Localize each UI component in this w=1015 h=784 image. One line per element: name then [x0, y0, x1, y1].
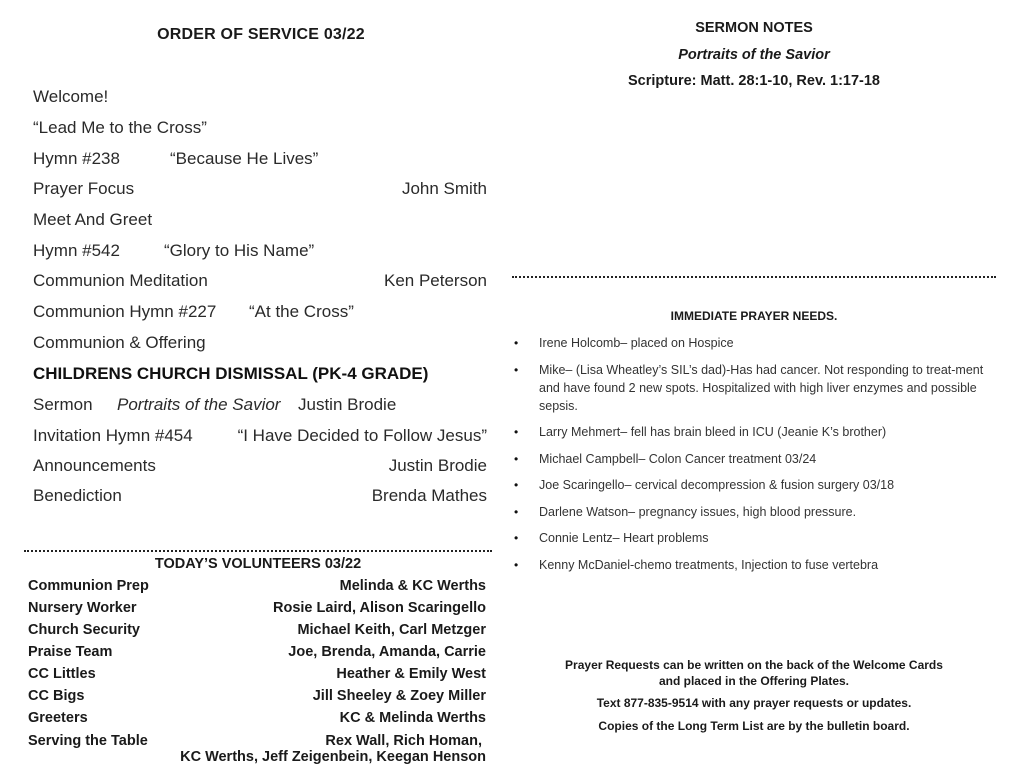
service-item-communion-offering [33, 333, 487, 353]
service-item-childrens-dismissal [33, 364, 487, 384]
service-item-leader: Ken Peterson [383, 271, 487, 290]
volunteer-role: Praise Team [28, 644, 113, 660]
volunteer-names: Michael Keith, Carl Metzger [297, 622, 486, 638]
volunteer-row [28, 578, 486, 594]
service-item-announcements [33, 456, 487, 476]
sermon-notes-title: SERMON NOTES [695, 20, 813, 36]
order-of-service-title: ORDER OF SERVICE 03/22 [157, 26, 365, 43]
bullet-icon: • [514, 531, 519, 545]
list-item [514, 476, 992, 494]
service-item-label: Announcements [33, 456, 156, 475]
service-item-communion-hymn [33, 302, 487, 322]
volunteers-title: TODAY’S VOLUNTEERS 03/22 [154, 556, 362, 572]
service-item-leader: Justin Brodie [388, 456, 487, 475]
prayer-need-text: Larry Mehmert– fell has brain bleed in ICU (Jeanie K’s brother) [539, 425, 887, 439]
bullet-icon: • [514, 478, 519, 492]
sermon-notes-subtitle: Portraits of the Savior [678, 47, 830, 63]
service-item-label: Communion Meditation [33, 271, 208, 290]
prayer-request-note: Prayer Requests can be written on the back of the Welcome Cards and placed in the Offering Plates. [565, 658, 943, 688]
service-item-label: Hymn #238 [33, 149, 120, 168]
volunteer-role: Greeters [28, 710, 88, 726]
volunteer-row [28, 666, 486, 682]
service-item-benediction [33, 486, 487, 506]
service-item-title: “Because He Lives” [170, 149, 319, 168]
list-item [514, 529, 992, 547]
service-item-label: Welcome! [33, 87, 109, 106]
list-item [514, 503, 992, 521]
service-item-welcome [33, 87, 487, 107]
service-item-meet-greet [33, 210, 487, 230]
volunteer-row [28, 688, 486, 704]
prayer-need-text: Mike– (Lisa Wheatley’s SIL’s dad)-Has had cancer. Not responding to treat-ment and have found 2 new spots. Hospitalized with high liver enzymes and possible sepsis. [539, 362, 984, 413]
prayer-need-text: Connie Lentz– Heart problems [539, 531, 709, 545]
prayer-need-text: Irene Holcomb– placed on Hospice [539, 336, 734, 350]
service-item-song [33, 118, 487, 138]
volunteer-row [28, 710, 486, 726]
volunteer-row [28, 644, 486, 660]
prayer-need-text: Michael Campbell– Colon Cancer treatment 03/24 [539, 451, 817, 466]
service-item-label: Benediction [33, 486, 122, 505]
sermon-scripture: Scripture: Matt. 28:1-10, Rev. 1:17-18 [628, 73, 880, 89]
service-item-label: “Lead Me to the Cross” [33, 118, 207, 137]
volunteer-row [28, 733, 486, 769]
volunteer-role: Communion Prep [28, 578, 149, 594]
service-item-leader: Justin Brodie [298, 395, 397, 414]
list-item [514, 334, 992, 352]
service-item-title: “I Have Decided to Follow Jesus” [237, 426, 487, 445]
sermon-title: Portraits of the Savior [117, 395, 281, 414]
long-term-list-note: Copies of the Long Term List are by the bulletin board. [598, 719, 910, 733]
service-item-label: Hymn #542 [33, 241, 120, 260]
service-item-label: Prayer Focus [33, 179, 135, 198]
volunteer-names: Joe, Brenda, Amanda, Carrie [288, 644, 486, 660]
bullet-icon: • [514, 425, 519, 439]
service-item-label: Sermon [33, 395, 93, 414]
bullet-icon: • [514, 362, 519, 377]
prayer-need-text: Joe Scaringello– cervical decompression & fusion surgery 03/18 [539, 478, 895, 492]
section-divider [512, 276, 996, 278]
volunteer-role: CC Bigs [28, 688, 85, 704]
section-divider [24, 550, 492, 552]
volunteer-names: Jill Sheeley & Zoey Miller [312, 688, 486, 704]
bullet-icon: • [514, 336, 519, 350]
volunteer-names: Melinda & KC Werths [339, 578, 486, 594]
service-item-leader: John Smith [401, 179, 487, 198]
prayer-needs-title: IMMEDIATE PRAYER NEEDS. [670, 309, 838, 323]
volunteer-role: Serving the Table [28, 733, 148, 749]
volunteer-role: Nursery Worker [28, 600, 137, 616]
volunteer-names: Rosie Laird, Alison Scaringello [273, 600, 486, 616]
volunteer-names: KC & Melinda Werths [339, 710, 486, 726]
volunteer-role: Church Security [28, 622, 140, 638]
prayer-needs-list [514, 334, 992, 582]
service-item-hymn-542 [33, 241, 487, 261]
service-item-prayer-focus [33, 179, 487, 199]
service-item-leader: Brenda Mathes [371, 486, 487, 505]
volunteer-row [28, 622, 486, 638]
service-item-invitation-hymn [33, 426, 487, 446]
service-item-title: “At the Cross” [249, 302, 354, 321]
volunteer-row [28, 600, 486, 616]
prayer-need-text: Kenny McDaniel-chemo treatments, Injection to fuse vertebra [539, 557, 879, 572]
list-item [514, 450, 992, 468]
service-item-title: “Glory to His Name” [164, 241, 315, 260]
list-item [514, 556, 992, 574]
service-item-sermon [33, 395, 487, 415]
volunteer-names: Rex Wall, Rich Homan, [325, 733, 482, 749]
bullet-icon: • [514, 451, 519, 466]
service-item-label: Invitation Hymn #454 [33, 426, 193, 445]
prayer-need-text: Darlene Watson– pregnancy issues, high blood pressure. [539, 504, 857, 519]
list-item [514, 361, 992, 415]
bullet-icon: • [514, 557, 519, 572]
text-line-note: Text 877-835-9514 with any prayer requests or updates. [596, 696, 912, 710]
service-item-communion-meditation [33, 271, 487, 291]
bullet-icon: • [514, 504, 519, 519]
volunteer-names: KC Werths, Jeff Zeigenbein, Keegan Henson [180, 749, 486, 765]
volunteer-names: Heather & Emily West [336, 666, 486, 682]
volunteer-role: CC Littles [28, 666, 96, 682]
service-item-label: Communion Hymn #227 [33, 302, 217, 321]
service-item-label: Communion & Offering [33, 333, 206, 352]
list-item [514, 423, 992, 441]
service-item-label: Meet And Greet [33, 210, 153, 229]
service-item-hymn-238 [33, 149, 487, 169]
service-item-label: CHILDRENS CHURCH DISMISSAL (PK-4 GRADE) [33, 364, 429, 383]
